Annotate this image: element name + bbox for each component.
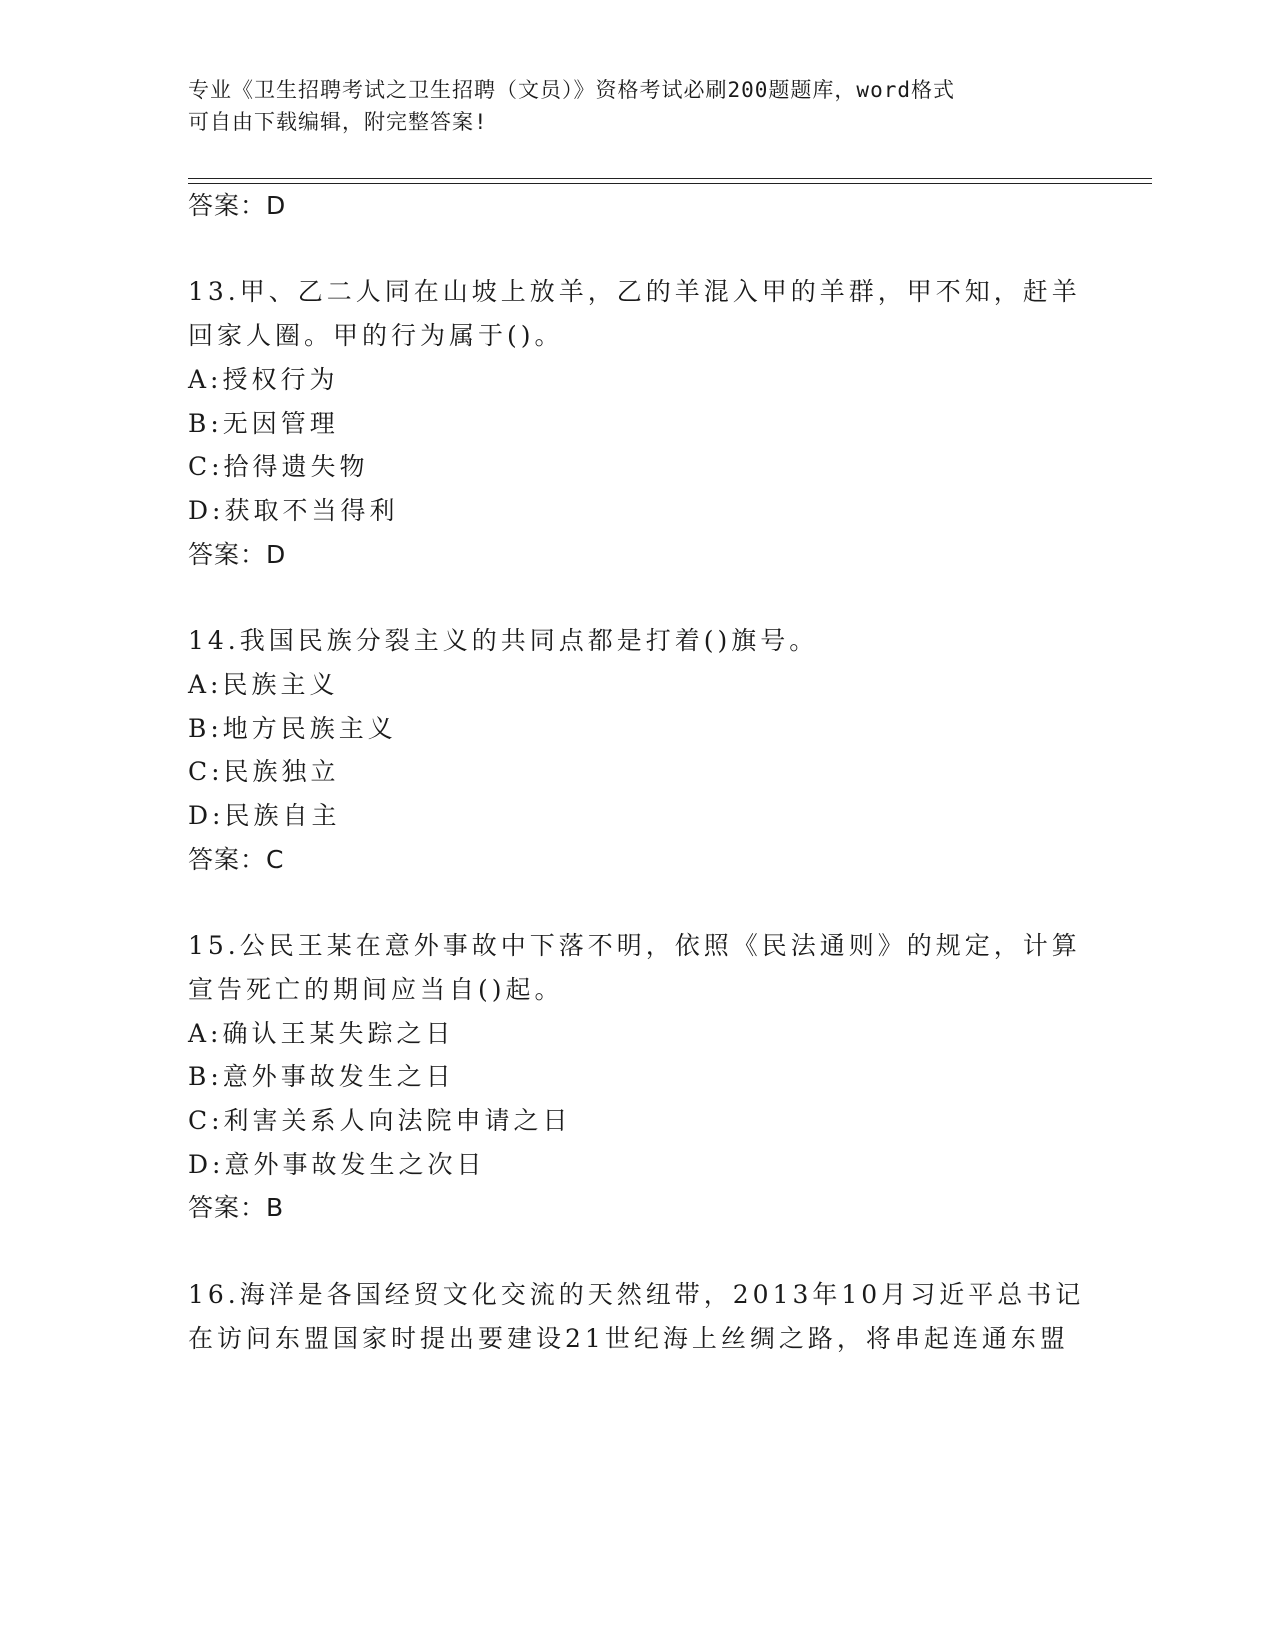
question-13-stem-line-1: 13.甲、乙二人同在山坡上放羊，乙的羊混入甲的羊群，甲不知，赶羊: [188, 277, 1081, 306]
question-14-option-a: A:民族主义: [188, 670, 339, 699]
question-13-option-c: C:拾得遗失物: [188, 452, 369, 481]
header-divider-bottom: [188, 183, 1152, 184]
question-14-option-c: C:民族独立: [188, 757, 340, 786]
question-15-option-d: D:意外事故发生之次日: [188, 1150, 486, 1179]
document-header: [188, 74, 1068, 138]
answer-label: 答案：D: [188, 191, 287, 220]
question-14-option-d: D:民族自主: [188, 801, 341, 830]
question-14-answer: 答案：C: [188, 845, 285, 874]
question-13-stem-line-2: 回家人圈。甲的行为属于()。: [188, 321, 564, 350]
question-13-option-b: B:无因管理: [188, 409, 339, 438]
question-16-stem-line-2: 在访问东盟国家时提出要建设21世纪海上丝绸之路，将串起连通东盟: [188, 1324, 1069, 1353]
question-13-answer: 答案：D: [188, 540, 287, 569]
question-15-stem-line-1: 15.公民王某在意外事故中下落不明，依照《民法通则》的规定，计算: [188, 931, 1081, 960]
header-line-2: 可自由下载编辑，附完整答案!: [188, 110, 488, 134]
question-14-stem-line-1: 14.我国民族分裂主义的共同点都是打着()旗号。: [188, 626, 819, 655]
header-line-1: 专业《卫生招聘考试之卫生招聘（文员）》资格考试必刷200题题库，word格式: [188, 78, 955, 102]
question-14-option-b: B:地方民族主义: [188, 714, 397, 743]
header-divider-top: [188, 178, 1152, 179]
question-16-stem-line-1: 16.海洋是各国经贸文化交流的天然纽带，2013年10月习近平总书记: [188, 1280, 1085, 1309]
question-13-option-d: D:获取不当得利: [188, 496, 399, 525]
question-15-option-a: A:确认王某失踪之日: [188, 1019, 455, 1048]
question-15-option-b: B:意外事故发生之日: [188, 1062, 455, 1091]
question-15-option-c: C:利害关系人向法院申请之日: [188, 1106, 572, 1135]
question-15-stem-line-2: 宣告死亡的期间应当自()起。: [188, 975, 564, 1004]
question-15-answer: 答案：B: [188, 1193, 285, 1222]
question-13-option-a: A:授权行为: [188, 365, 339, 394]
